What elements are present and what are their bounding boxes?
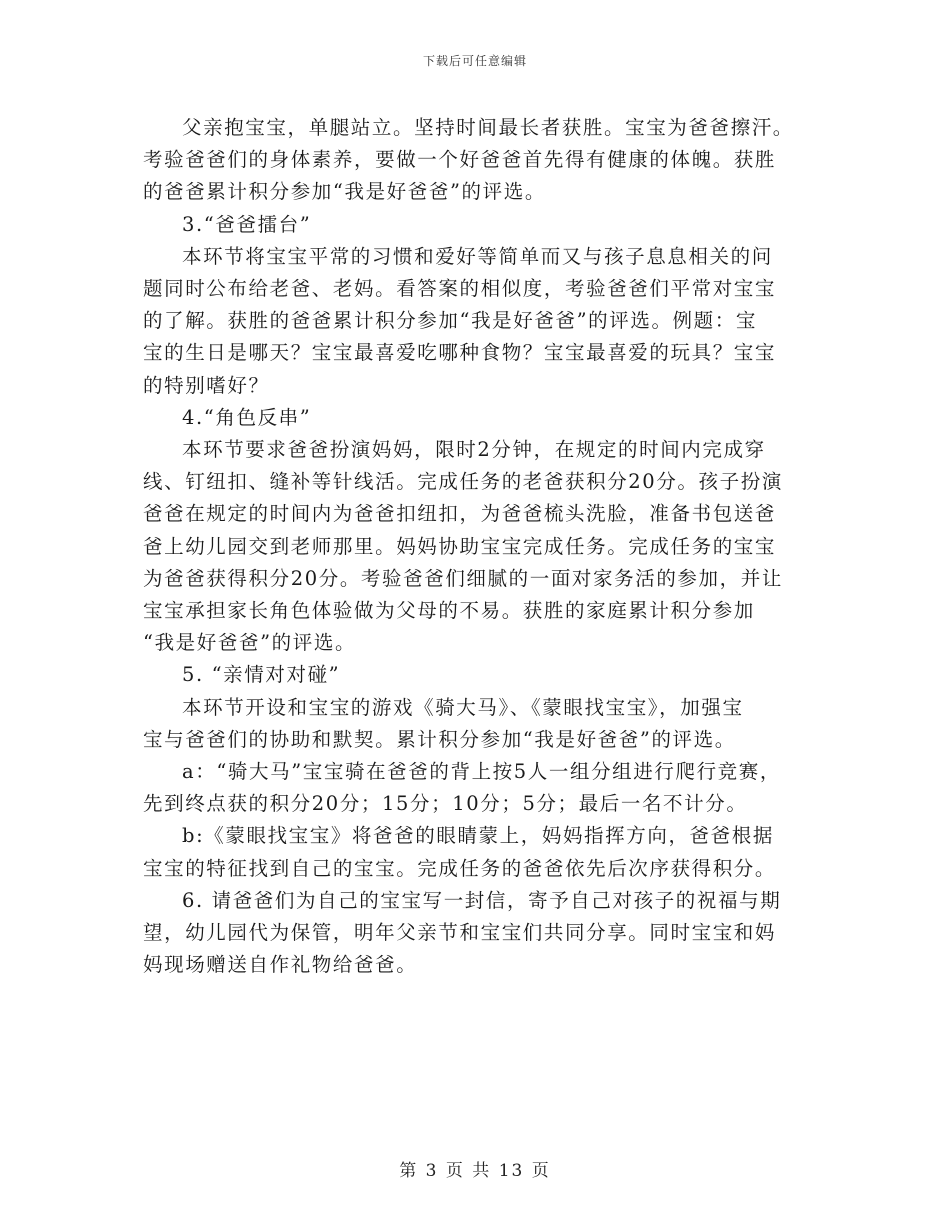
paragraph-letter-to-baby: 6. 请爸爸们为自己的宝宝写一封信，寄予自己对孩子的祝福与期 望，幼儿园代为保管，明年父亲节和宝宝们共同分享。同时宝宝和妈 妈现场赠送自作礼物给爸爸。 [143, 888, 782, 977]
page-footer: 第 3 页 共 13 页 [399, 1161, 551, 1181]
paragraph-horse-riding-game: a：“骑大马”宝宝骑在爸爸的背上按5人一组分组进行爬行竞赛， 先到终点获的积分20分；15分；10分；5分；最后一名不计分。 [143, 760, 781, 816]
page-header: 下载后可任意编辑 [422, 54, 527, 68]
heading-dad-arena: 3.“爸爸擂台” [182, 212, 312, 236]
document-body [143, 112, 823, 981]
paragraph-family-match: 本环节开设和宝宝的游戏《骑大马》、《蒙眼找宝宝》，加强宝 宝与爸爸们的协助和默契。累计积分参加“我是好爸爸”的评选。 [143, 695, 744, 751]
paragraph-blindfold-game: b:《蒙眼找宝宝》将爸爸的眼睛蒙上，妈妈指挥方向，爸爸根据 宝宝的特征找到自己的宝宝。完成任务的爸爸依先后次序获得积分。 [143, 824, 777, 880]
paragraph-role-reversal: 本环节要求爸爸扮演妈妈，限时2分钟，在规定的时间内完成穿 线、钉纽扣、缝补等针线活。完成任务的老爸获积分20分。孩子扮演 爸爸在规定的时间内为爸爸扣纽扣，为爸爸梳头洗脸，准备书包送爸 爸上幼儿园交到老师那里。妈妈协助宝宝完成任务。完成任务的宝宝 为爸爸获得积分20分。考验爸爸们细腻的一面对家务活的参加，并让 宝宝承担家长角色体验做为父母的不易。获胜的家庭累计积分参加 “我是好爸爸”的评选。 [143, 438, 783, 655]
paragraph-father-holds-baby: 父亲抱宝宝，单腿站立。坚持时间最长者获胜。宝宝为爸爸擦汗。 考验爸爸们的身体素养，要做一个好爸爸首先得有健康的体魄。获胜 的爸爸累计积分参加“我是好爸爸”的评选。 [143, 116, 794, 204]
heading-family-match: 5. “亲情对对碰” [182, 663, 341, 687]
heading-role-reversal: 4.“角色反串” [182, 405, 312, 429]
paragraph-dad-arena: 本环节将宝宝平常的习惯和爱好等简单而又与孩子息息相关的问 题同时公布给老爸、老妈。看答案的相似度，考验爸爸们平常对宝宝 的了解。获胜的爸爸累计积分参加“我是好爸爸”的评选。例题：宝 宝的生日是哪天？宝宝最喜爱吃哪种食物？宝宝最喜爱的玩具？宝宝 的特别嗜好？ [143, 244, 777, 397]
